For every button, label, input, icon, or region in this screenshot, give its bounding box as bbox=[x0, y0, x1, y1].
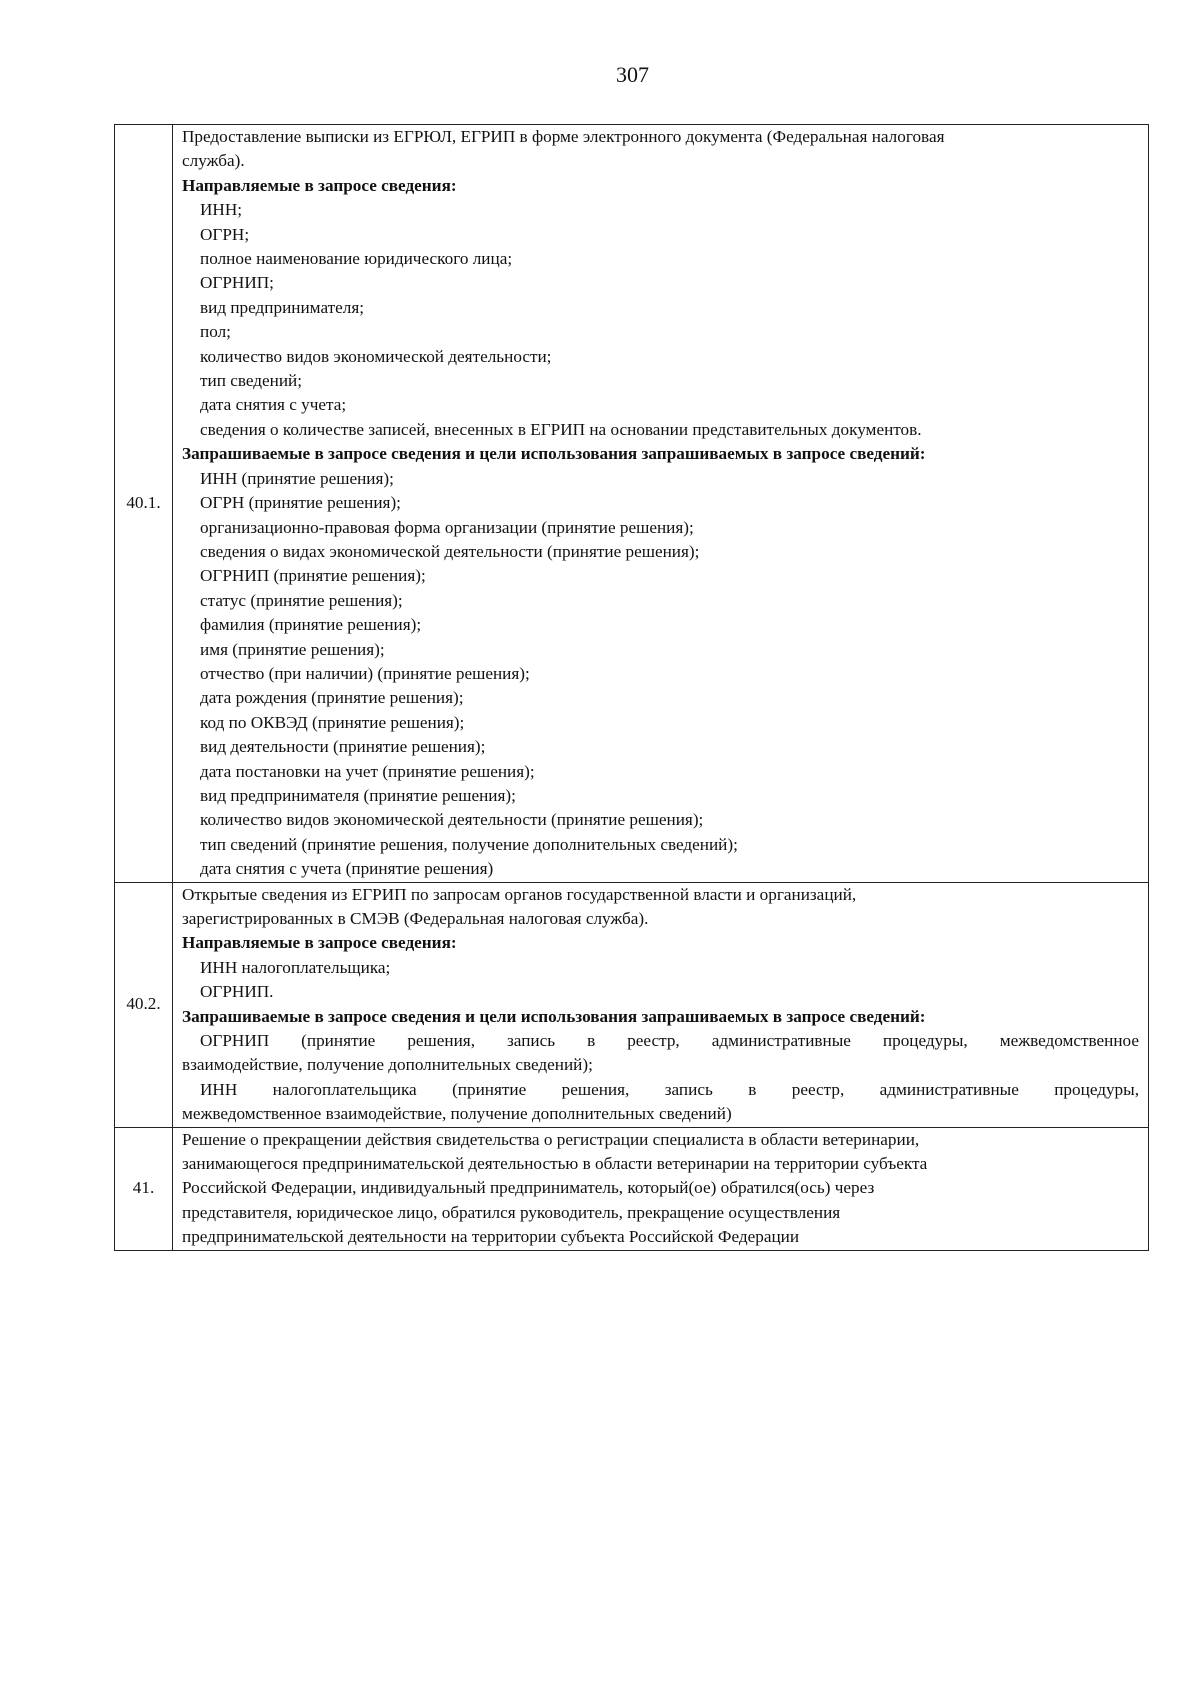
list-item: дата постановки на учет (принятие решения); bbox=[200, 761, 535, 781]
service-title-line: Открытые сведения из ЕГРИП по запросам органов государственной власти и организаций, bbox=[182, 884, 857, 904]
sent-info-heading: Направляемые в запросе сведения: bbox=[182, 175, 457, 195]
requested-item-line: ОГРНИП (принятие решения, запись в реестр, административные процедуры, межведомственное bbox=[200, 1031, 1139, 1051]
list-item: сведения о видах экономической деятельности (принятие решения); bbox=[200, 541, 700, 561]
list-item: ОГРНИП; bbox=[200, 273, 274, 293]
service-description-line: предпринимательской деятельности на территории субъекта Российской Федерации bbox=[182, 1227, 800, 1247]
list-item: пол; bbox=[200, 322, 231, 342]
list-item: ОГРНИП. bbox=[200, 982, 274, 1002]
table-row-41 bbox=[115, 1127, 1149, 1250]
list-item: ИНН; bbox=[200, 200, 243, 220]
list-item: ИНН налогоплательщика; bbox=[200, 957, 391, 977]
list-item: полное наименование юридического лица; bbox=[200, 249, 513, 269]
requested-info-heading: Запрашиваемые в запросе сведения и цели использования запрашиваемых в запросе сведений: bbox=[182, 1006, 926, 1026]
list-item: отчество (при наличии) (принятие решения); bbox=[200, 663, 530, 683]
service-title-line: служба). bbox=[182, 151, 245, 171]
list-item: тип сведений; bbox=[200, 371, 302, 391]
service-description-line: занимающегося предпринимательской деятельностью в области ветеринарии на территории субъекта bbox=[182, 1154, 928, 1174]
row-content-40-2 bbox=[173, 882, 1149, 1127]
list-item: ОГРН; bbox=[200, 224, 250, 244]
list-item: вид деятельности (принятие решения); bbox=[200, 737, 486, 757]
row-number-41: 41. bbox=[115, 1127, 173, 1250]
list-item: дата снятия с учета; bbox=[200, 395, 347, 415]
list-item: ОГРН (принятие решения); bbox=[200, 493, 401, 513]
requested-item-line: межведомственное взаимодействие, получение дополнительных сведений) bbox=[182, 1104, 732, 1124]
table-row-40-2 bbox=[115, 882, 1149, 1127]
list-item: количество видов экономической деятельности (принятие решения); bbox=[200, 810, 704, 830]
list-item: тип сведений (принятие решения, получение дополнительных сведений); bbox=[200, 834, 738, 854]
list-item: организационно-правовая форма организации (принятие решения); bbox=[200, 517, 694, 537]
service-title-line: Предоставление выписки из ЕГРЮЛ, ЕГРИП в форме электронного документа (Федеральная налоговая bbox=[182, 127, 945, 146]
requested-info-heading: Запрашиваемые в запросе сведения и цели использования запрашиваемых в запросе сведений: bbox=[182, 444, 926, 464]
service-description-line: Решение о прекращении действия свидетельства о регистрации специалиста в области ветеринарии, bbox=[182, 1129, 920, 1149]
list-item: ОГРНИП (принятие решения); bbox=[200, 566, 426, 586]
list-item: сведения о количестве записей, внесенных в ЕГРИП на основании представительных документов. bbox=[200, 419, 922, 439]
services-table bbox=[114, 124, 1149, 1251]
requested-item-line: взаимодействие, получение дополнительных сведений); bbox=[182, 1055, 593, 1075]
list-item: дата снятия с учета (принятие решения) bbox=[200, 859, 494, 879]
row-content-40-1 bbox=[173, 125, 1149, 883]
row-number-40-1: 40.1. bbox=[115, 125, 173, 883]
service-description-line: Российской Федерации, индивидуальный предприниматель, который(ое) обратился(ось) через bbox=[182, 1178, 875, 1198]
list-item: имя (принятие решения); bbox=[200, 639, 385, 659]
requested-item-line: ИНН налогоплательщика (принятие решения, запись в реестр, административные процедуры, bbox=[200, 1079, 1139, 1099]
table-row-40-1 bbox=[115, 125, 1149, 883]
list-item: дата рождения (принятие решения); bbox=[200, 688, 464, 708]
service-description-line: представителя, юридическое лицо, обратился руководитель, прекращение осуществления bbox=[182, 1202, 841, 1222]
list-item: код по ОКВЭД (принятие решения); bbox=[200, 712, 465, 732]
list-item: вид предпринимателя; bbox=[200, 297, 365, 317]
sent-info-heading: Направляемые в запросе сведения: bbox=[182, 933, 457, 953]
sent-info-list bbox=[182, 198, 1139, 442]
row-content-41 bbox=[173, 1127, 1149, 1250]
list-item: статус (принятие решения); bbox=[200, 590, 403, 610]
list-item: фамилия (принятие решения); bbox=[200, 615, 422, 635]
row-number-40-2: 40.2. bbox=[115, 882, 173, 1127]
list-item: количество видов экономической деятельности; bbox=[200, 346, 552, 366]
sent-info-list bbox=[182, 956, 1139, 1005]
requested-info-list bbox=[182, 467, 1139, 882]
service-title-line: зарегистрированных в СМЭВ (Федеральная налоговая служба). bbox=[182, 909, 649, 928]
list-item: ИНН (принятие решения); bbox=[200, 468, 394, 488]
page-number: 307 bbox=[616, 62, 649, 87]
list-item: вид предпринимателя (принятие решения); bbox=[200, 785, 516, 805]
